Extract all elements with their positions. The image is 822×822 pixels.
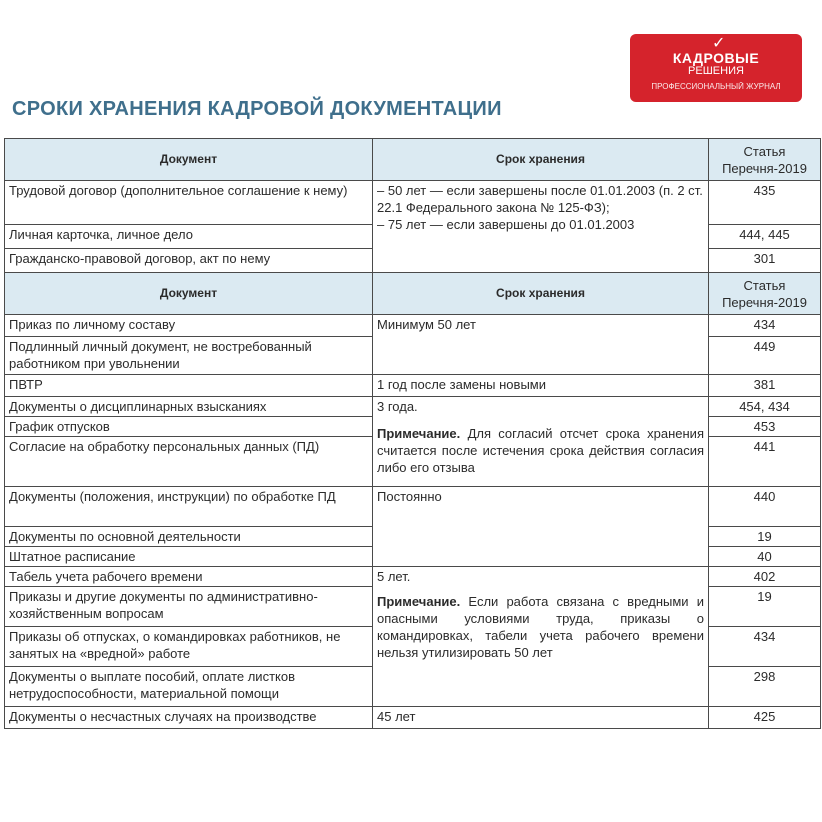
doc-cell: Гражданско-правовой договор, акт по нему: [5, 249, 373, 273]
header-period: Срок хранения: [373, 273, 709, 315]
table-row: [5, 315, 821, 337]
article-cell: 440: [709, 487, 821, 527]
article-cell: 301: [709, 249, 821, 273]
period-cell: Постоянно: [373, 487, 709, 567]
doc-cell: Документы о несчастных случаях на производстве: [5, 707, 373, 729]
doc-cell: Документы по основной деятельности: [5, 527, 373, 547]
table-row: [5, 707, 821, 729]
period-line: – 50 лет — если завершены после 01.01.2003 (п. 2 ст. 22.1 Федерального закона № 125-ФЗ);: [377, 183, 703, 215]
article-cell: 381: [709, 375, 821, 397]
period-cell: 45 лет: [373, 707, 709, 729]
article-cell: 298: [709, 667, 821, 707]
brand-logo: [630, 34, 802, 102]
doc-cell: ПВТР: [5, 375, 373, 397]
article-cell: 435: [709, 181, 821, 225]
period-cell: Минимум 50 лет: [373, 315, 709, 375]
article-cell: 444, 445: [709, 225, 821, 249]
article-cell: 19: [709, 587, 821, 627]
doc-cell: Штатное расписание: [5, 547, 373, 567]
doc-cell: Подлинный личный документ, не востребованный работником при увольнении: [5, 337, 373, 375]
article-cell: 402: [709, 567, 821, 587]
article-cell: 434: [709, 627, 821, 667]
period-text: 3 года.: [377, 399, 418, 414]
logo-line2: РЕШЕНИЯ: [688, 65, 744, 77]
retention-table: [4, 138, 821, 729]
page-title: СРОКИ ХРАНЕНИЯ КАДРОВОЙ ДОКУМЕНТАЦИИ: [12, 98, 502, 120]
checkmark-icon: ✓: [712, 35, 726, 52]
note-text: Если работа связана с вредными и опасными условиями труда, приказы о командировках, табели учета рабочего времени нельзя утилизировать 50 лет: [377, 594, 704, 660]
header-article: Статья Перечня-2019: [709, 139, 821, 181]
logo-line3: ПРОФЕССИОНАЛЬНЫЙ ЖУРНАЛ: [651, 82, 781, 91]
article-cell: 449: [709, 337, 821, 375]
doc-cell: График отпусков: [5, 417, 373, 437]
period-line: – 75 лет — если завершены до 01.01.2003: [377, 217, 635, 232]
article-cell: 19: [709, 527, 821, 547]
period-note: [377, 593, 704, 661]
note-text: Для согласий отсчет срока хранения считается после истечения срока действия согласия либо его отзыва: [377, 426, 704, 475]
header-article: Статья Перечня-2019: [709, 273, 821, 315]
article-cell: 441: [709, 437, 821, 487]
doc-cell: Документы о выплате пособий, оплате листков нетрудоспособности, материальной помощи: [5, 667, 373, 707]
doc-cell: Приказы об отпусках, о командировках работников, не занятых на «вредной» работе: [5, 627, 373, 667]
article-cell: 425: [709, 707, 821, 729]
doc-cell: Личная карточка, личное дело: [5, 225, 373, 249]
doc-cell: Трудовой договор (дополнительное соглашение к нему): [5, 181, 373, 225]
table-row: [5, 181, 821, 225]
period-cell: [373, 567, 709, 707]
period-cell: [373, 181, 709, 273]
table-row: [5, 375, 821, 397]
period-note: [377, 425, 704, 476]
note-label: Примечание.: [377, 426, 461, 441]
table-row: [5, 567, 821, 587]
doc-cell: Приказ по личному составу: [5, 315, 373, 337]
article-cell: 454, 434: [709, 397, 821, 417]
doc-cell: Документы (положения, инструкции) по обработке ПД: [5, 487, 373, 527]
logo-line1: КАДРОВЫЕ: [672, 50, 760, 66]
note-label: Примечание.: [377, 594, 461, 609]
doc-cell: Документы о дисциплинарных взысканиях: [5, 397, 373, 417]
article-cell: 434: [709, 315, 821, 337]
article-cell: 40: [709, 547, 821, 567]
table-row: [5, 487, 821, 527]
header-document: Документ: [5, 273, 373, 315]
header-document: Документ: [5, 139, 373, 181]
article-cell: 453: [709, 417, 821, 437]
doc-cell: Табель учета рабочего времени: [5, 567, 373, 587]
table-header-row: [5, 273, 821, 315]
period-text: 5 лет.: [377, 569, 411, 584]
period-cell: 1 год после замены новыми: [373, 375, 709, 397]
period-cell: [373, 397, 709, 487]
table-header-row: [5, 139, 821, 181]
header-period: Срок хранения: [373, 139, 709, 181]
doc-cell: Приказы и другие документы по административно-хозяйственным вопросам: [5, 587, 373, 627]
table-row: [5, 397, 821, 417]
doc-cell: Согласие на обработку персональных данных (ПД): [5, 437, 373, 487]
